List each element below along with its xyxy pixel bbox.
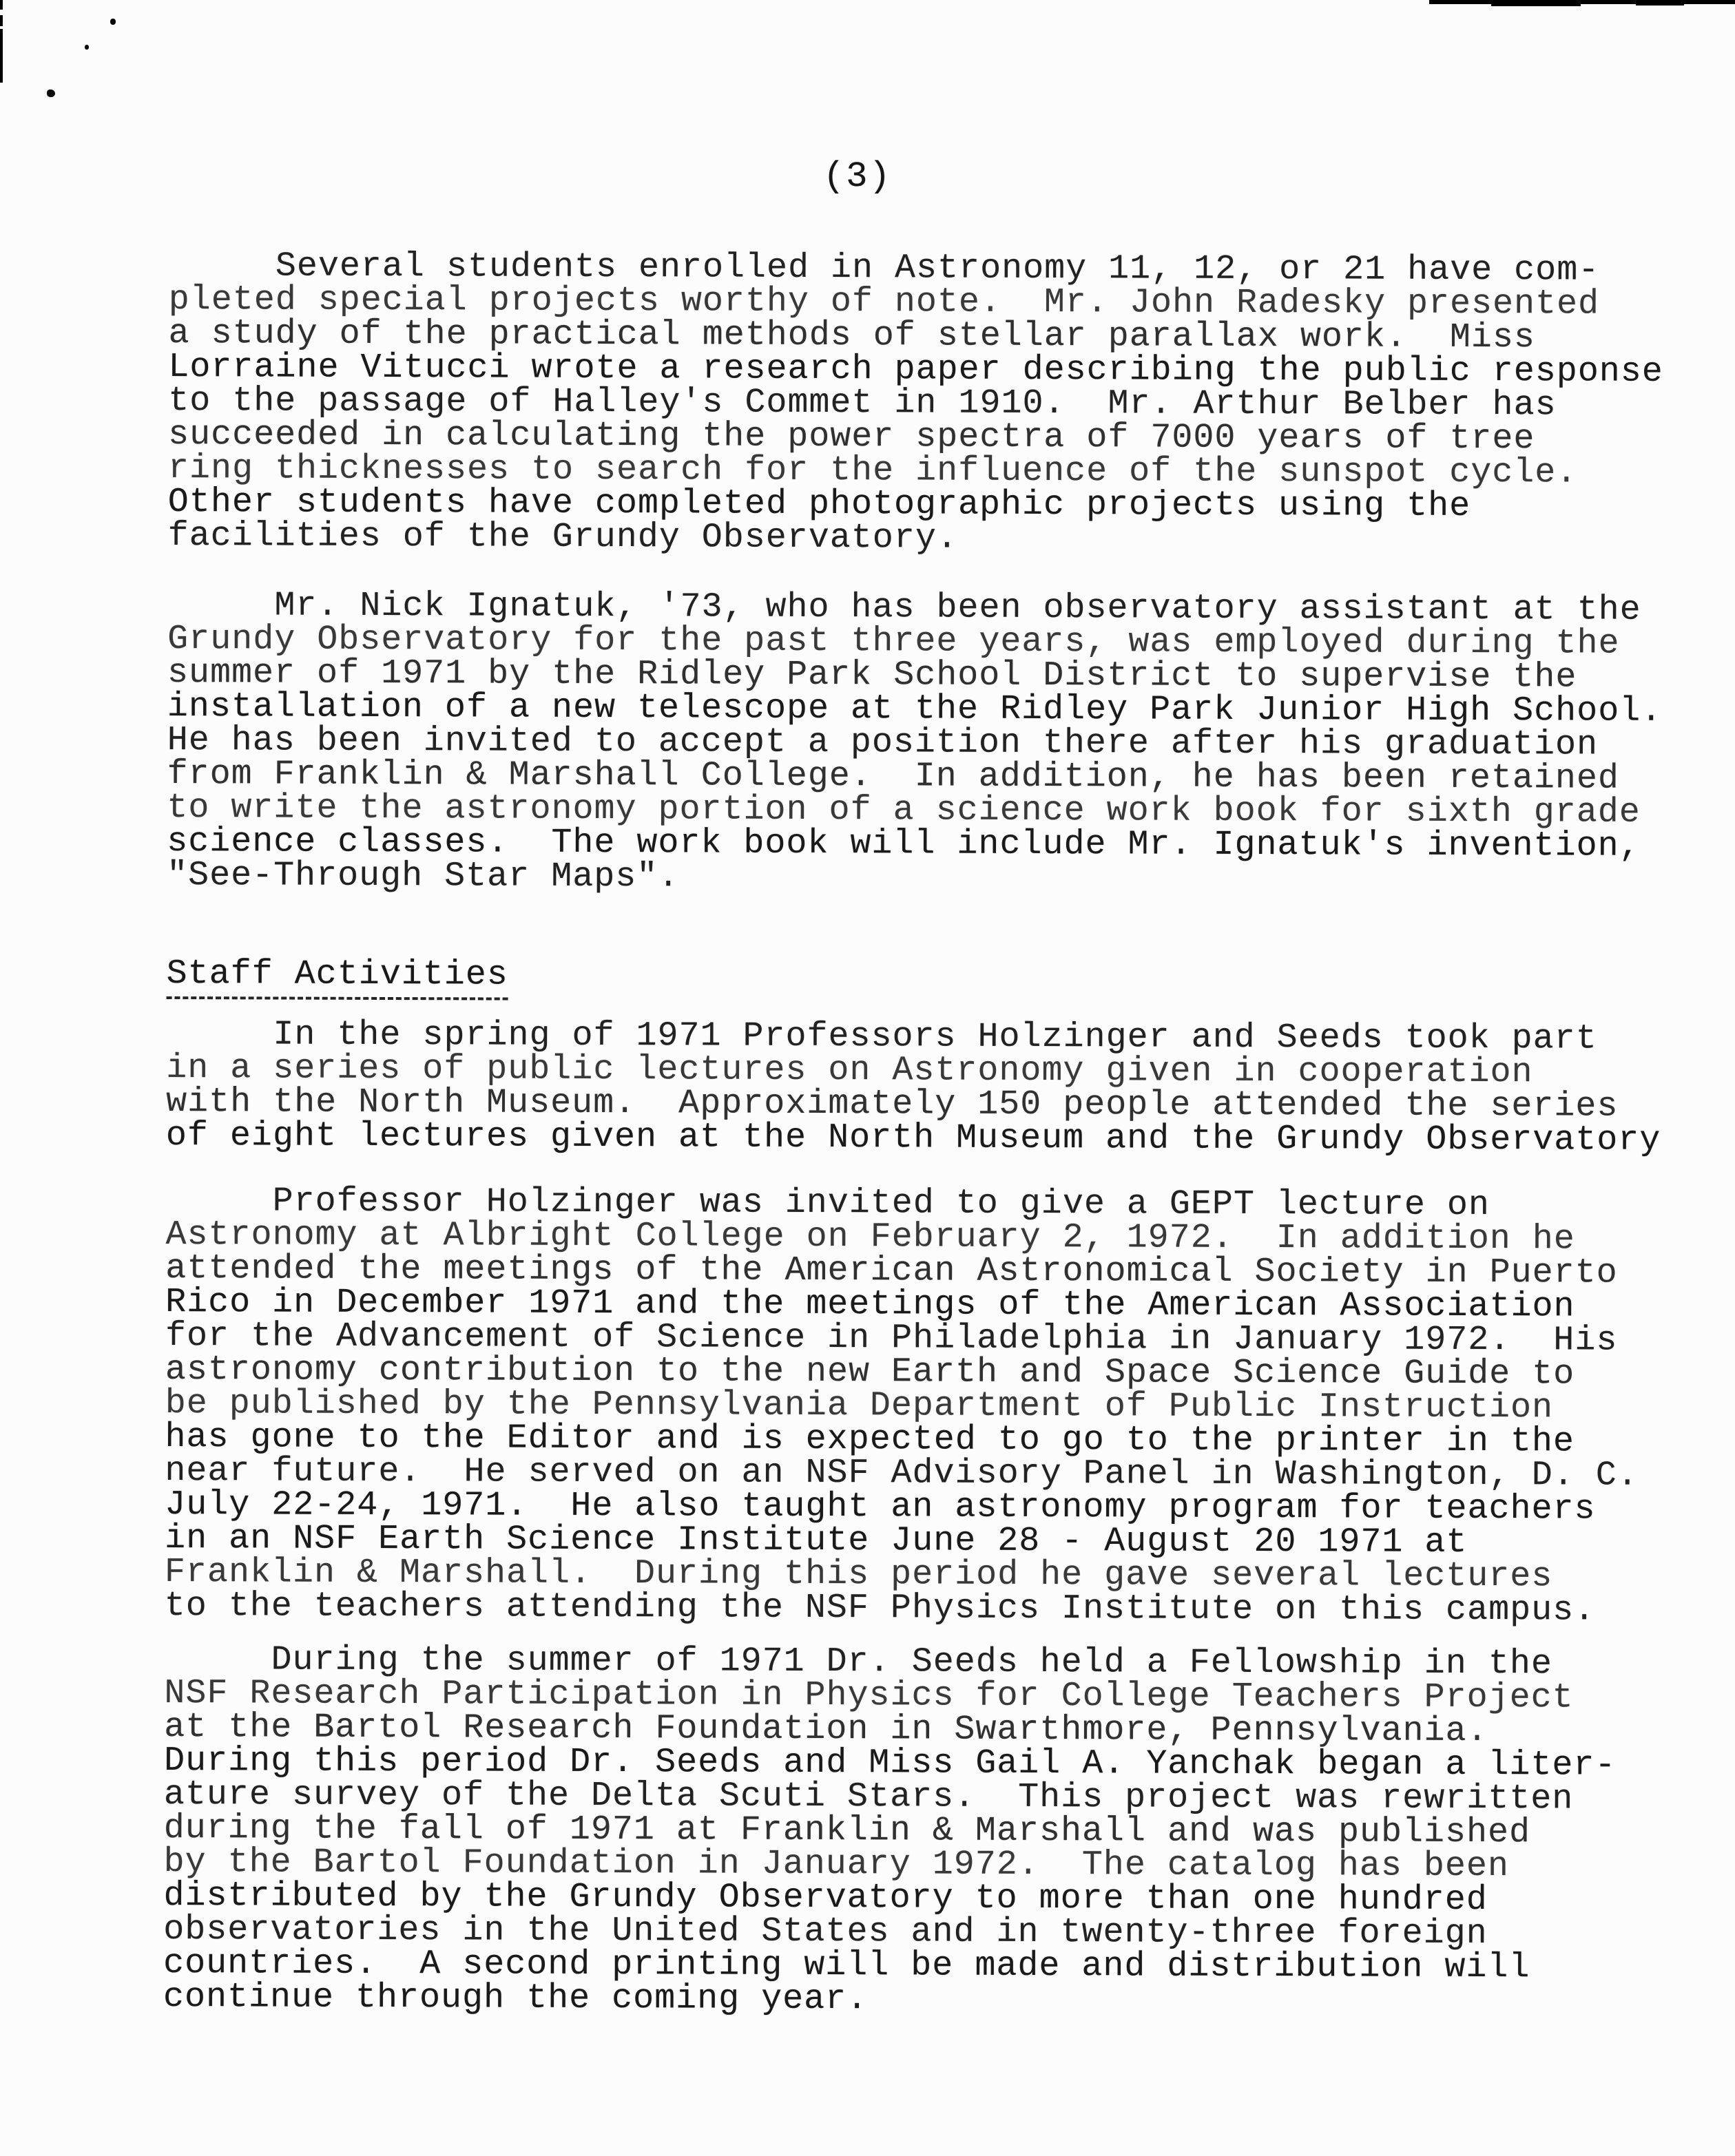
document-line: Several students enrolled in Astronomy 11, 12, or 21 have com-	[168, 247, 1600, 291]
section-heading-staff-activities	[166, 954, 1682, 1003]
document-line: to write the astronomy portion of a science work book for sixth grade	[167, 788, 1641, 833]
document-line: Mr. Nick Ignatuk, '73, who has been observatory assistant at the	[167, 585, 1641, 630]
document-line: Grundy Observatory for the past three years, was employed during the	[167, 619, 1620, 664]
document-line: ature survey of the Delta Scuti Stars. This project was rewritten	[163, 1775, 1574, 1819]
document-line: with the North Museum. Approximately 150 people attended the series	[166, 1082, 1619, 1127]
paragraph-student-projects	[168, 249, 1684, 558]
document-line: of eight lectures given at the North Museum and the Grundy Observatory	[165, 1116, 1661, 1160]
document-line: pleted special projects worthy of note. Mr. John Radesky presented	[168, 280, 1600, 324]
scan-edge-artifact-top-right	[1429, 0, 1735, 4]
scan-speck	[85, 45, 89, 50]
document-line: installation of a new telescope at the Ridley Park Junior High School.	[167, 687, 1663, 731]
document-line: from Franklin & Marshall College. In addition, he has been retained	[167, 754, 1620, 799]
paragraph-ignatuk	[167, 585, 1683, 897]
page-number: (3)	[823, 156, 892, 197]
document-line: in an NSF Earth Science Institute June 28 - August 20 1971 at	[165, 1518, 1468, 1562]
document-line: countries. A second printing will be made and distribution will	[163, 1943, 1530, 1988]
document-line: for the Advancement of Science in Philadelphia in January 1972. His	[165, 1316, 1618, 1361]
document-body	[163, 249, 1684, 2019]
document-line: "See-Through Star Maps".	[167, 855, 680, 897]
document-line: Lorraine Vitucci wrote a research paper describing the public response	[168, 347, 1663, 392]
document-line: Other students have completed photographic projects using the	[167, 482, 1471, 526]
document-line: During this period Dr. Seeds and Miss Gail A. Yanchak began a liter-	[164, 1741, 1617, 1786]
document-line: Professor Holzinger was invited to give a GEPT lecture on	[165, 1181, 1490, 1226]
document-line: In the spring of 1971 Professors Holzinger and Seeds took part	[166, 1014, 1597, 1059]
document-line: by the Bartol Foundation in January 1972. The catalog has been	[163, 1842, 1510, 1887]
document-line: facilities of the Grundy Observatory.	[167, 516, 958, 558]
document-line: at the Bartol Research Foundation in Swarthmore, Pennsylvania.	[164, 1707, 1488, 1752]
document-line: in a series of public lectures on Astronomy given in cooperation	[166, 1048, 1533, 1093]
section-heading-text: Staff Activities	[167, 957, 508, 1001]
document-line: near future. He served on an NSF Advisory Panel in Washington, D. C.	[165, 1451, 1639, 1496]
document-line: continue through the coming year.	[163, 1977, 869, 2020]
document-line: Franklin & Marshall. During this period he gave several lectures	[164, 1552, 1553, 1597]
document-line: be published by the Pennsylvania Department of Public Instruction	[165, 1383, 1554, 1428]
document-line: distributed by the Grundy Observatory to more than one hundred	[163, 1876, 1488, 1920]
document-line: observatories in the United States and in twenty-three foreign	[163, 1909, 1488, 1954]
document-line: astronomy contribution to the new Earth and Space Science Guide to	[165, 1350, 1575, 1394]
document-line: during the fall of 1971 at Franklin & Marshall and was published	[163, 1808, 1531, 1853]
paragraph-seeds-fellowship	[163, 1640, 1680, 2020]
scan-edge-artifact-left	[0, 0, 3, 83]
document-line: Rico in December 1971 and the meetings of the American Association	[165, 1282, 1575, 1327]
paragraph-holzinger	[164, 1181, 1681, 1631]
document-line: science classes. The work book will include Mr. Ignatuk's invention,	[167, 821, 1641, 866]
paragraph-public-lectures	[165, 1014, 1682, 1160]
document-line: During the summer of 1971 Dr. Seeds held a Fellowship in the	[164, 1640, 1552, 1684]
document-line: has gone to the Editor and is expected to go to the printer in the	[165, 1417, 1575, 1462]
scan-speck	[47, 90, 55, 97]
document-line: to the passage of Halley's Commet in 1910. Mr. Arthur Belber has	[168, 381, 1557, 426]
document-line: He has been invited to accept a position there after his graduation	[167, 720, 1599, 765]
document-line: summer of 1971 by the Ridley Park School District to supervise the	[167, 653, 1577, 698]
document-line: to the teachers attending the NSF Physics Institute on this campus.	[164, 1586, 1596, 1631]
scan-speck	[110, 19, 116, 25]
document-line: a study of the practical methods of stellar parallax work. Miss	[168, 313, 1536, 358]
document-line: NSF Research Participation in Physics for College Teachers Project	[164, 1673, 1574, 1718]
document-line: attended the meetings of the American Astronomical Society in Puerto	[165, 1248, 1618, 1293]
document-line: ring thicknesses to search for the influence of the sunspot cycle.	[167, 448, 1578, 493]
document-line: succeeded in calculating the power spectra of 7000 years of tree	[168, 415, 1535, 459]
document-line: July 22-24, 1971. He also taught an astronomy program for teachers	[165, 1485, 1596, 1529]
document-line: Astronomy at Albright College on February 2, 1972. In addition he	[165, 1215, 1575, 1259]
